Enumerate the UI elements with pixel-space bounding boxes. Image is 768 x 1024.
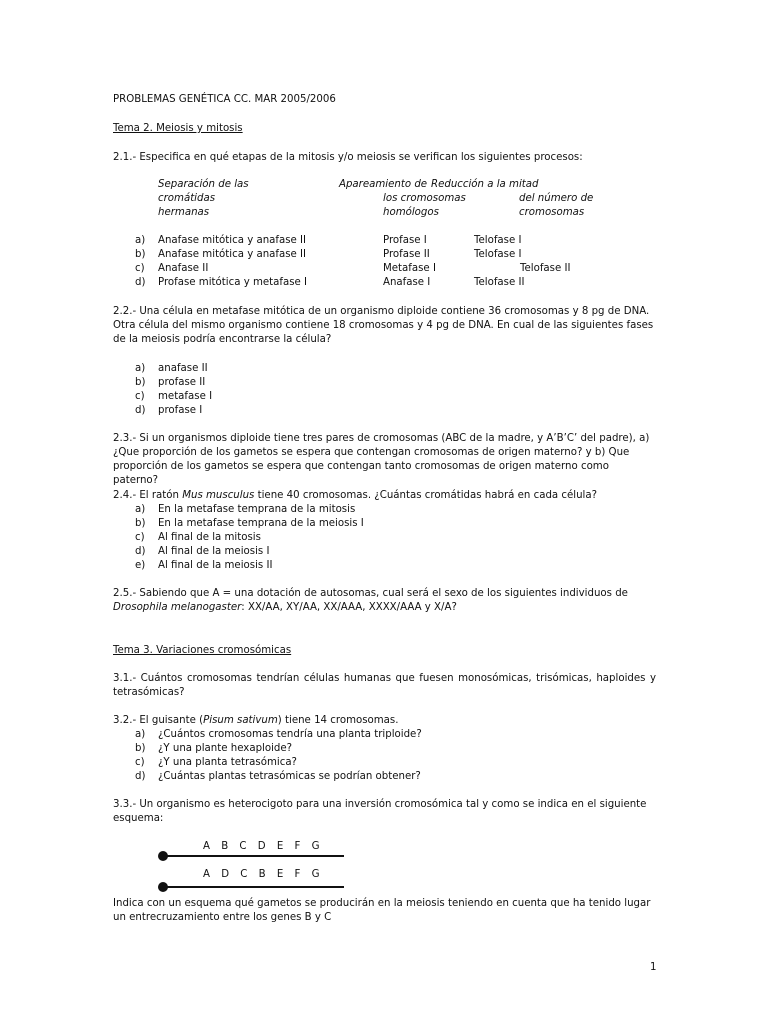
- page-number: 1: [650, 962, 657, 973]
- list-item: a) anafase II: [135, 363, 208, 374]
- question-3-1: 3.1.- Cuántos cromosomas tendrían células humanas que fuesen monosómicas, trisómicas, haploides y tetrasómicas?: [113, 673, 656, 698]
- list-item: b) ¿Y una plante hexaploide?: [135, 743, 293, 754]
- list-item: d) ¿Cuántas plantas tetrasómicas se podrían obtener?: [135, 771, 421, 782]
- table-row: a) Anafase mitótica y anafase II Profase I Telofase I: [135, 235, 522, 246]
- tema3-heading: Tema 3. Variaciones cromosómicas: [113, 645, 292, 656]
- question-2-5-continued: Drosophila melanogaster: XX/AA, XY/AA, XX/AAA, XXXX/AAA y X/A?: [113, 602, 457, 613]
- list-item: a) ¿Cuántos cromosomas tendría una planta triploide?: [135, 729, 422, 740]
- table-row: d) Profase mitótica y metafase I Anafase I Telofase II: [135, 277, 525, 288]
- list-item: c) ¿Y una planta tetrasómica?: [135, 757, 297, 768]
- species-name: Mus musculus: [182, 490, 255, 501]
- table-row: c) Anafase II Metafase I Telofase II: [135, 263, 571, 274]
- tema2-heading: Tema 2. Meiosis y mitosis: [113, 123, 243, 134]
- question-2-2: 2.2.- Una célula en metafase mitótica de un organismo diploide contiene 36 cromosomas y 8 pg de DNA. Otra célula del mismo organismo contiene 18 cromosomas y 4 pg de DNA. En cual de las siguientes fases de la meiosis podría encontrarse la célula?: [113, 306, 654, 345]
- table-header-reduction: Reducción a la mitad del número de cromosomas: [431, 179, 594, 218]
- species-name: Pisum sativum: [203, 715, 278, 726]
- list-item: a) En la metafase temprana de la mitosis: [135, 504, 356, 515]
- list-item: d) Al final de la meiosis I: [135, 546, 270, 557]
- question-3-3-instructions: Indica con un esquema qué gametos se producirán en la meiosis teniendo en cuenta que ha tenido lugar un entrecruzamiento entre los genes B y C: [113, 898, 651, 923]
- chromosome-2-line: [163, 886, 344, 888]
- table-row: b) Anafase mitótica y anafase II Profase II Telofase I: [135, 249, 522, 260]
- chromosome-1-genes: A B C D E F G: [203, 841, 324, 852]
- list-item: c) metafase I: [135, 391, 213, 402]
- list-item: e) Al final de la meiosis II: [135, 560, 273, 571]
- list-item: c) Al final de la mitosis: [135, 532, 261, 543]
- list-item: d) profase I: [135, 405, 203, 416]
- chromosome-1-line: [163, 855, 344, 857]
- question-3-2: 3.2.- El guisante (Pisum sativum) tiene 14 cromosomas.: [113, 715, 399, 726]
- question-2-5: 2.5.- Sabiendo que A = una dotación de autosomas, cual será el sexo de los siguientes individuos de: [113, 588, 628, 599]
- question-2-4: 2.4.- El ratón Mus musculus tiene 40 cromosomas. ¿Cuántas cromátidas habrá en cada célula?: [113, 490, 598, 501]
- chromosome-2-genes: A D C B E F G: [203, 869, 324, 880]
- table-header-pairing: Apareamiento de los cromosomas homólogos: [339, 179, 466, 218]
- species-name: Drosophila melanogaster: [113, 602, 242, 613]
- list-item: b) profase II: [135, 377, 206, 388]
- document-title: PROBLEMAS GENÉTICA CC. MAR 2005/2006: [113, 94, 336, 105]
- question-2-3: 2.3.- Si un organismos diploide tiene tres pares de cromosomas (ABC de la madre, y A’B’C’ del padre), a) ¿Que proporción de los gametos se espera que contengan cromosomas de origen materno? y b) Que proporción de los gametos se espera que contengan tanto cromosomas de origen materno como paterno?: [113, 433, 650, 486]
- question-3-3: 3.3.- Un organismo es heterocigoto para una inversión cromosómica tal y como se indica en el siguiente esquema:: [113, 799, 647, 824]
- question-2-1: 2.1.- Especifica en qué etapas de la mitosis y/o meiosis se verifican los siguientes procesos:: [113, 152, 583, 163]
- table-header-separation: Separación de las cromátidas hermanas: [158, 179, 249, 218]
- list-item: b) En la metafase temprana de la meiosis I: [135, 518, 364, 529]
